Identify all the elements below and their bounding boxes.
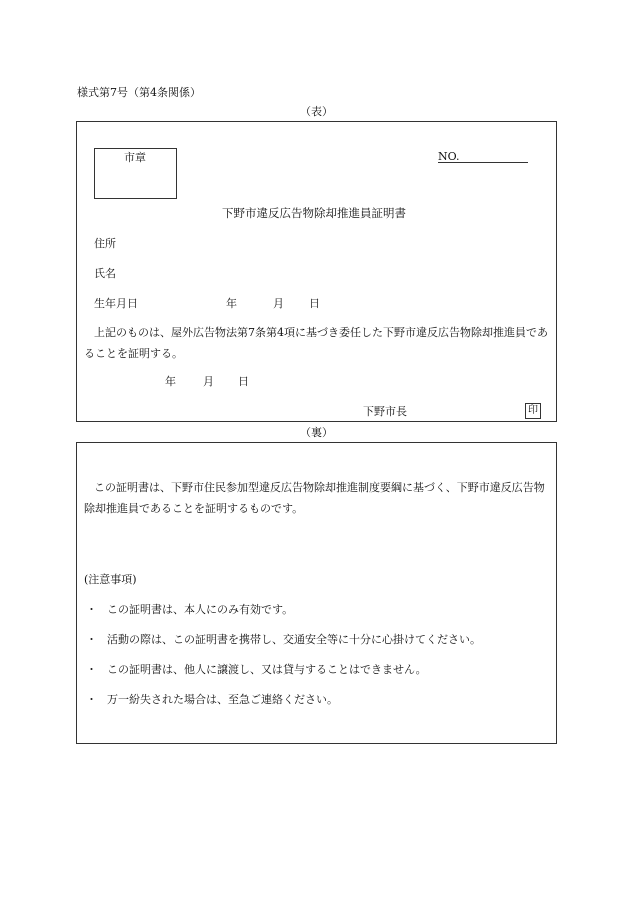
issue-year-label: 年 — [165, 375, 176, 388]
bullet-mark: ・ — [86, 693, 97, 706]
address-label: 住所 — [94, 237, 116, 250]
notes-heading: (注意事項) — [84, 573, 137, 586]
note-text: この証明書は、本人にのみ有効です。 — [107, 603, 294, 616]
issue-day-label: 日 — [238, 375, 249, 388]
front-statement: 上記のものは、屋外広告物法第7条第4項に基づき委任した下野市違反広告物除却推進員であることを証明する。 — [84, 326, 548, 360]
city-seal-label: 市章 — [124, 151, 146, 164]
number-underline — [438, 162, 528, 163]
note-text: 活動の際は、この証明書を携帯し、交通安全等に十分に心掛けてください。 — [107, 633, 481, 646]
bullet-mark: ・ — [86, 633, 97, 646]
back-card — [76, 442, 557, 744]
form-number-label: 様式第7号（第4条関係） — [77, 86, 201, 99]
issuer-label: 下野市長 — [363, 405, 407, 418]
bullet-mark: ・ — [86, 663, 97, 676]
birth-month-label: 月 — [273, 297, 284, 310]
bullet-mark: ・ — [86, 603, 97, 616]
number-label: NO. — [438, 150, 460, 163]
certificate-title: 下野市違反広告物除却推進員証明書 — [222, 206, 406, 220]
note-text: 万一紛失された場合は、至急ご連絡ください。 — [107, 693, 338, 706]
back-side-label: （裏） — [300, 426, 333, 439]
city-seal-box — [94, 148, 177, 199]
back-statement: この証明書は、下野市住民参加型違反広告物除却推進制度要綱に基づく、下野市違反広告物除却推進員であることを証明するものです。 — [84, 481, 545, 515]
issue-month-label: 月 — [203, 375, 214, 388]
note-text: この証明書は、他人に譲渡し、又は貸与することはできません。 — [107, 663, 427, 676]
front-side-label: （表） — [300, 105, 333, 118]
name-label: 氏名 — [94, 267, 116, 280]
birth-year-label: 年 — [226, 297, 237, 310]
birth-day-label: 日 — [309, 297, 320, 310]
birthdate-label: 生年月日 — [94, 297, 138, 310]
seal-stamp-mark: 印 — [525, 403, 541, 419]
front-card — [76, 121, 557, 422]
